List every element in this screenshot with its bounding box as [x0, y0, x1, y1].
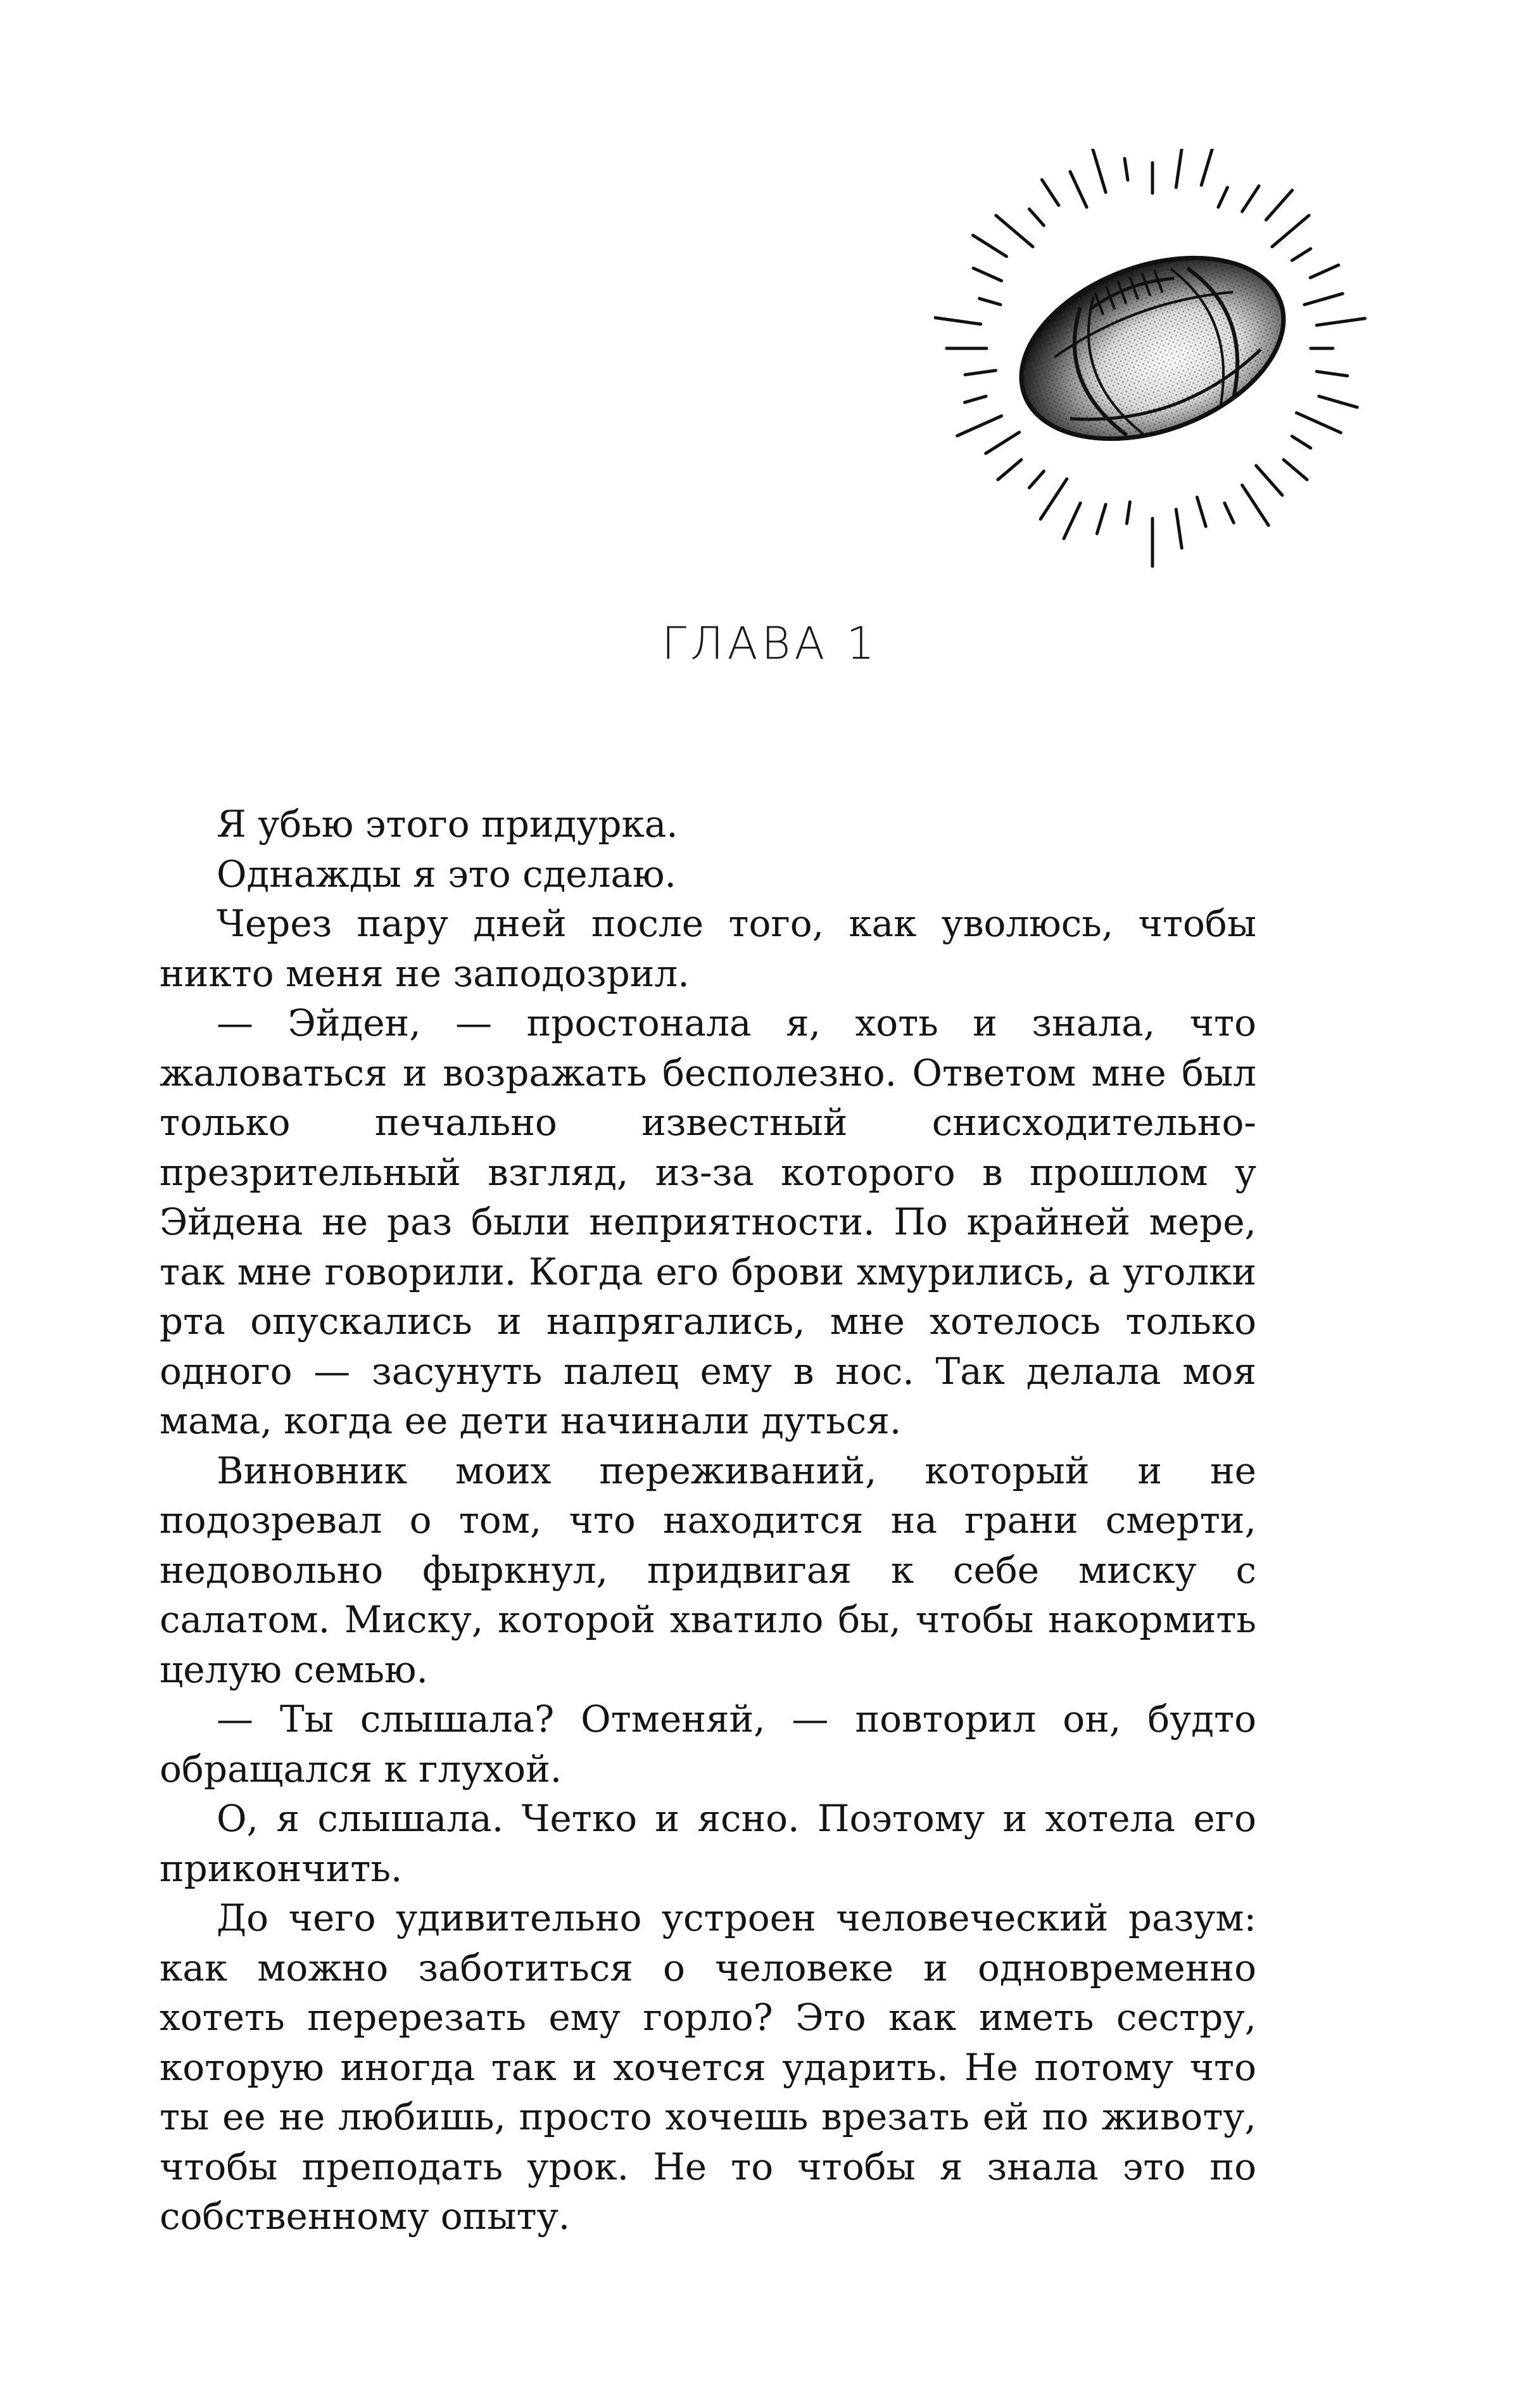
ray-stroke	[957, 416, 1002, 436]
ray-stroke	[973, 268, 1002, 281]
ray-stroke	[1304, 294, 1342, 305]
ray-stroke	[1292, 249, 1310, 261]
paragraph: Однажды я это сделаю.	[217, 852, 676, 896]
paragraph: — Эйден, — простонала я, хоть и знала, что жаловаться и возражать бесполезно. Ответом мне был только печально известный снисходительно-презрительный взгляд, из-за которого в прошлом у Эйдена не раз были неприятности. По крайней мере, так мне говорили. Когда его брови хмурились, а уголки рта опускались и напрягались, мне хотелось только одного — засунуть палец ему в нос. Так делала моя мама, когда ее дети начинали дуться.	[160, 1001, 1256, 1442]
paragraph: До чего удивительно устроен человеческий разум: как можно заботиться о человеке и одновременно хотеть перерезать ему горло? Это как иметь сестру, которую иногда так и хочется ударить. Не потому что ты ее не любишь, просто хочешь врезать ей по животу, чтобы преподать урок. Не то чтобы я знала это по собственному опыту.	[160, 1896, 1256, 2238]
paragraph: Я убью этого придурка.	[217, 802, 678, 846]
ray-stroke	[1097, 504, 1106, 533]
ray-stroke	[1040, 479, 1067, 519]
ray-stroke	[986, 432, 1019, 453]
ray-stroke	[965, 396, 987, 403]
ray-stroke	[973, 235, 1006, 256]
ray-stroke	[1070, 172, 1087, 207]
chapter-title: ГЛАВА 1	[661, 618, 879, 669]
paragraph: — Ты слышала? Отменяй, — повторил он, будто обращался к глухой.	[160, 1697, 1256, 1791]
american-football-icon	[934, 149, 1371, 570]
ray-stroke	[1030, 471, 1044, 488]
ray-stroke	[980, 298, 1001, 305]
chapter-body	[160, 799, 1256, 2242]
ray-stroke	[1319, 396, 1357, 407]
ray-stroke	[1316, 372, 1348, 376]
ray-stroke	[1127, 502, 1130, 524]
ray-stroke	[1272, 215, 1309, 246]
paragraph: Через пару дней после того, как уволюсь, чтобы никто меня не заподозрил.	[160, 902, 1256, 995]
ray-stroke	[1218, 187, 1228, 207]
ray-stroke	[1176, 149, 1182, 187]
paragraph: О, я слышала. Четко и ясно. Поэтому и хотела его прикончить.	[160, 1797, 1256, 1890]
ray-stroke	[1042, 180, 1058, 205]
ray-stroke	[1284, 460, 1307, 479]
ray-stroke	[1125, 158, 1128, 180]
ray-stroke	[1242, 485, 1269, 525]
ray-stroke	[1030, 209, 1044, 225]
ray-stroke	[1225, 503, 1234, 523]
paragraph: Виновник моих переживаний, который и не подозревал о том, что находится на грани смерти, недовольно фыркнул, придвигая к себе миску с салатом. Миску, которой хватило бы, чтобы накормить целую семью.	[160, 1449, 1256, 1691]
ray-stroke	[934, 317, 981, 324]
ray-stroke	[1292, 436, 1310, 448]
ray-stroke	[998, 460, 1021, 479]
ray-stroke	[1256, 466, 1282, 495]
ray-stroke	[996, 215, 1033, 246]
ray-stroke	[965, 371, 996, 375]
ray-stroke	[1176, 509, 1182, 548]
ray-stroke	[1310, 265, 1339, 278]
ray-stroke	[1092, 149, 1106, 193]
ray-stroke	[1242, 186, 1259, 212]
ray-stroke	[1266, 190, 1292, 220]
ray-stroke	[1296, 413, 1341, 433]
ray-stroke	[1316, 319, 1365, 326]
ray-stroke	[1064, 503, 1080, 538]
ray-stroke	[1201, 149, 1215, 185]
ray-stroke	[1197, 497, 1206, 526]
